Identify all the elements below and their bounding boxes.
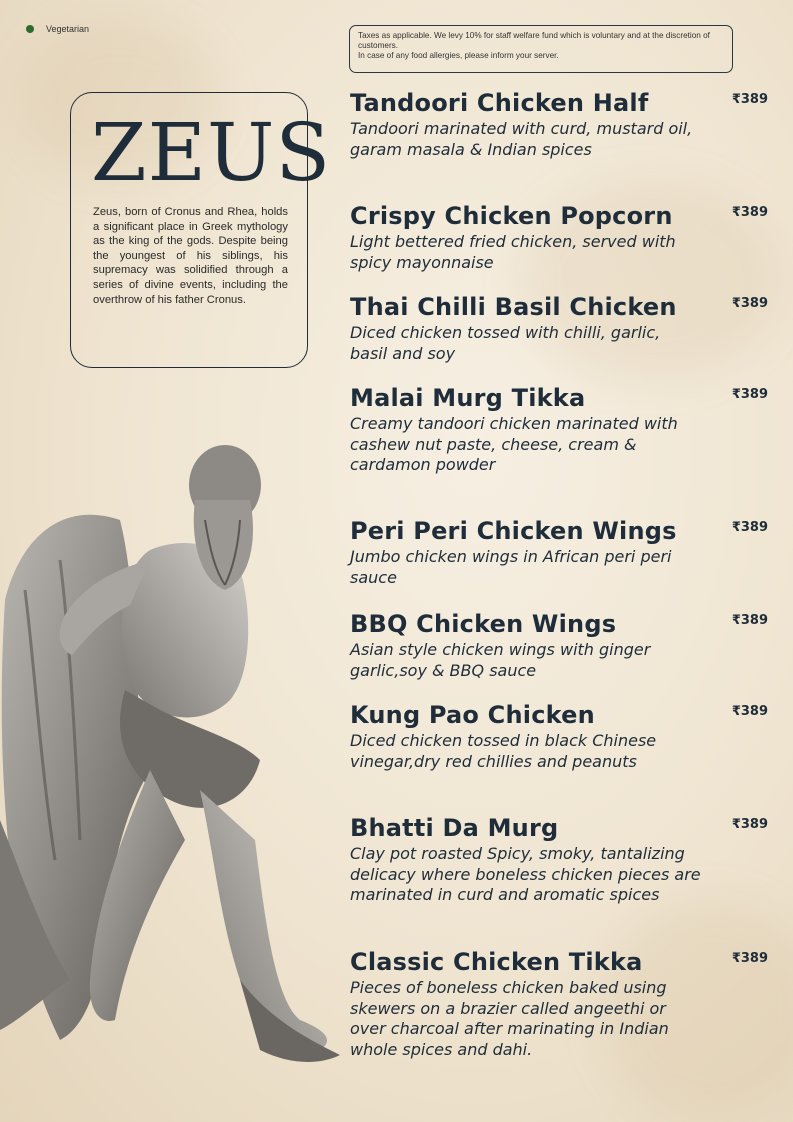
- menu-item-description: Tandoori marinated with curd, mustard oil, garam masala & Indian spices: [350, 119, 693, 159]
- menu-item-price: ₹389: [731, 92, 768, 107]
- menu-item: [350, 516, 770, 609]
- menu-item: [350, 700, 770, 813]
- menu-item: [350, 813, 770, 947]
- tax-notice-text: Taxes as applicable. We levy 10% for staff welfare fund which is voluntary and at the discretion of customers.: [358, 31, 710, 50]
- zeus-description: Zeus, born of Cronus and Rhea, holds a significant place in Greek mythology as the king of the gods. Despite being the youngest of his siblings, his supremacy was solidified through a series of divine events, including the overthrow of his father Cronus.: [93, 206, 288, 306]
- zeus-title: ZEUS: [91, 106, 332, 199]
- menu-item-name: Crispy Chicken Popcorn: [350, 202, 673, 230]
- menu-item-price: ₹389: [731, 613, 768, 628]
- menu-item-description: Clay pot roasted Spicy, smoky, tantalizing delicacy where boneless chicken pieces are marinated in curd and aromatic spices: [350, 844, 701, 904]
- menu-item-price: ₹389: [731, 520, 768, 535]
- menu-item-name: Malai Murg Tikka: [350, 384, 586, 412]
- menu-item-description: Diced chicken tossed with chilli, garlic, basil and soy: [350, 323, 661, 363]
- menu-item: [350, 201, 770, 292]
- menu-item: [350, 292, 770, 383]
- zeus-info-card: [70, 92, 332, 368]
- menu-item-description: Light bettered fried chicken, served with spicy mayonnaise: [350, 232, 676, 272]
- menu-item-name: Tandoori Chicken Half: [350, 89, 649, 117]
- menu-item-price: ₹389: [731, 205, 768, 220]
- vegetarian-dot-icon: [26, 25, 34, 33]
- menu-item-description: Pieces of boneless chicken baked using skewers on a brazier called angeethi or over charcoal after marinating in Indian whole spices and dahi.: [350, 978, 669, 1059]
- zeus-statue-image: [0, 440, 345, 1080]
- menu-item-description: Asian style chicken wings with ginger garlic,soy & BBQ sauce: [350, 640, 651, 680]
- vegetarian-legend: [26, 24, 89, 34]
- vegetarian-label: Vegetarian: [46, 24, 90, 34]
- menu-list: [350, 88, 770, 1077]
- menu-item: [350, 947, 770, 1077]
- menu-item-price: ₹389: [731, 296, 768, 311]
- menu-item-price: ₹389: [731, 704, 768, 719]
- menu-item-name: Thai Chilli Basil Chicken: [350, 293, 677, 321]
- menu-item-name: BBQ Chicken Wings: [350, 610, 617, 638]
- menu-item-description: Jumbo chicken wings in African peri peri sauce: [350, 547, 672, 587]
- allergy-notice-text: In case of any food allergies, please inform your server.: [358, 51, 559, 60]
- menu-item-price: ₹389: [731, 817, 768, 832]
- menu-item-price: ₹389: [731, 387, 768, 402]
- menu-item-name: Classic Chicken Tikka: [350, 948, 643, 976]
- menu-item: [350, 88, 770, 201]
- menu-item: [350, 383, 770, 516]
- menu-item-name: Bhatti Da Murg: [350, 814, 559, 842]
- menu-item: [350, 609, 770, 700]
- menu-item-price: ₹389: [731, 951, 768, 966]
- menu-item-description: Diced chicken tossed in black Chinese vinegar,dry red chillies and peanuts: [350, 731, 657, 771]
- menu-item-name: Kung Pao Chicken: [350, 701, 595, 729]
- menu-item-name: Peri Peri Chicken Wings: [350, 517, 677, 545]
- tax-allergy-notice: [349, 25, 733, 73]
- menu-item-description: Creamy tandoori chicken marinated with cashew nut paste, cheese, cream & cardamon powder: [350, 414, 678, 474]
